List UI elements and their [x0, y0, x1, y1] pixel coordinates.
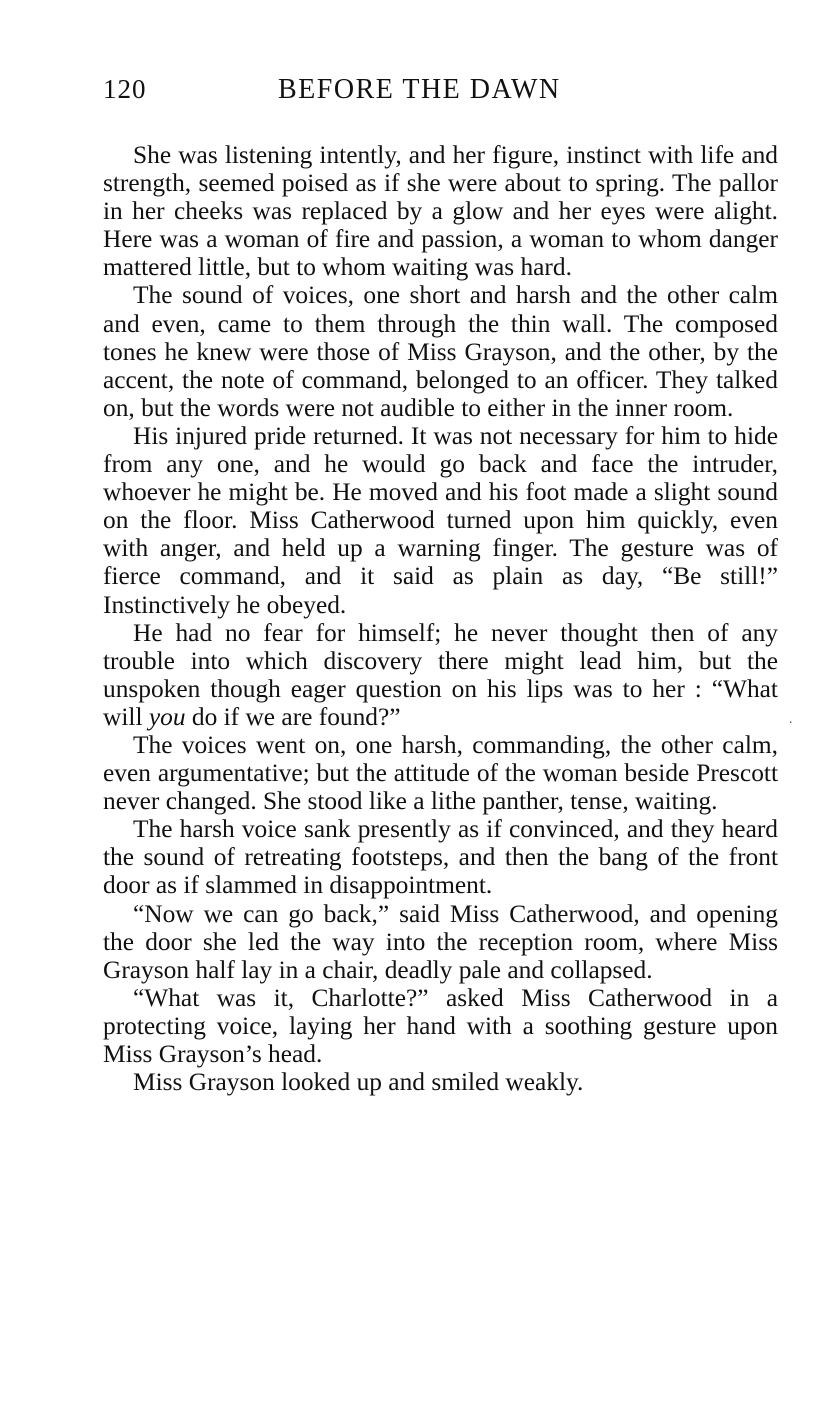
paragraph-2: The sound of voices, one short and harsh and the other calm and even, came to them through the thin wall. The composed tones he knew were those of Miss Grayson, and the other, by the accent, the note of command, belonged to an officer. They talked on, but the words were not audible to either in the inner room. — [103, 281, 778, 422]
body-text — [103, 141, 778, 1096]
paragraph-4 — [103, 619, 778, 731]
running-head — [103, 74, 778, 114]
paragraph-8: “What was it, Charlotte?” asked Miss Catherwood in a protecting voice, laying her hand with a soothing gesture upon Miss Grayson’s head. — [103, 983, 778, 1068]
book-title: BEFORE THE DAWN — [278, 74, 561, 105]
margin-mark: . — [789, 712, 793, 727]
paragraph-1: She was listening intently, and her figure, instinct with life and strength, seemed poised as if she were about to spring. The pallor in her cheeks was replaced by a glow and her eyes were alight. Here was a woman of fire and passion, a woman to whom danger mattered little, but to whom waiting was hard. — [103, 141, 778, 282]
paragraph-9: Miss Grayson looked up and smiled weakly. — [133, 1068, 584, 1097]
paragraph-5: The voices went on, one harsh, commanding, the other calm, even argumentative; but the attitude of the woman beside Prescott never changed. She stood like a lithe panther, tense, waiting. — [103, 730, 778, 816]
paragraph-4-emphasis: you — [148, 702, 186, 731]
paragraph-4-text-before: He had no fear for himself; he never thought then of any trouble into which discovery there might lead him, but the unspoken though eager question on his lips was to her : “What will — [103, 618, 778, 731]
paragraph-6: The harsh voice sank presently as if convinced, and they heard the sound of retreating footsteps, and then the bang of the front door as if slammed in disappointment. — [103, 815, 778, 900]
paragraph-3: His injured pride returned. It was not necessary for him to hide from any one, and he would go back and face the intruder, whoever he might be. He moved and his foot made a slight sound on the floor. Miss Catherwood turned upon him quickly, even with anger, and held up a warning finger. The gesture was of fierce command, and it said as plain as day, “Be still!” Instinctively he obeyed. — [103, 421, 778, 619]
paragraph-7: “Now we can go back,” said Miss Catherwood, and opening the door she led the way into the reception room, where Miss Grayson half lay in a chair, deadly pale and collapsed. — [103, 899, 778, 984]
page-number: 120 — [103, 74, 147, 104]
paragraph-4-text-after: do if we are found?” — [185, 702, 401, 731]
